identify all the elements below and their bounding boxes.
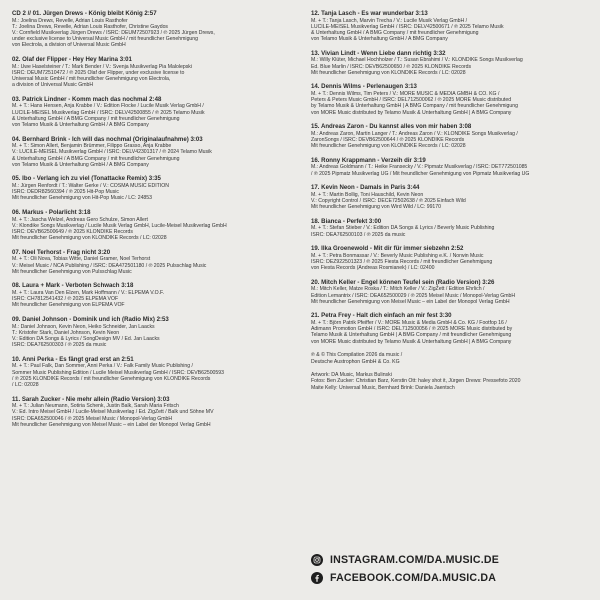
track-credit-line: & Unterhaltung GmbH / A BMG Company / mit freundlicher Genehmigung (12, 115, 180, 122)
track-credit-line: T.: Joelina Drews, Revelle, Adrian Louis Rasthofer, Christine Gaydos (12, 23, 169, 30)
track-entry (12, 56, 295, 88)
artwork-photo-credits (311, 372, 591, 391)
track-credit-line: Sommer Music Publishing Edition / Lucile Meisel Musikverlag GmbH / ISRC: DEVB62500593 (12, 369, 224, 376)
track-credit-line: M.: Jürgen Renfordt / T.: Walter Gerke / V.: COSMA MUSIC EDITION (12, 182, 169, 189)
track-credit-line: & Unterhaltung GmbH / A BMG Company / mit freundlicher Genehmigung (12, 155, 180, 162)
track-title: 03. Patrick Lindner - Komm mach das nochmal 2:48 (12, 95, 162, 103)
track-entry (311, 279, 591, 305)
track-credit-line: ISRC: DEDR82560394 / ℗ 2025 Hit-Pop Music (12, 189, 119, 196)
track-title: 13. Vivian Lindt - Wenn Liebe dann richtig 3:32 (311, 49, 446, 57)
credit-line: Fotos: Ben Zucker: Christian Barz, Kerstin Ott: haley shot it, Jürgen Drews: Pressefoto 2020 (311, 378, 521, 385)
tracklist-right-column (311, 10, 591, 398)
track-credit-line: Mit freundlicher Genehmigung von KLONDIKE Records / LC: 02028 (311, 143, 466, 150)
track-credit-line: ZaronSongs / ISRC: DEVB62500644 / ℗ 2025 KLONDIKE Records (311, 136, 465, 143)
track-credit-line: M. + T.: Laura Van Den Elzen, Mark Hoffmann / V.: ELPEMA V.O.F. (12, 289, 165, 296)
track-credit-line: von MORE Music distributed by Telamo Musik & Unterhaltung GmbH | A BMG Company (311, 109, 512, 116)
track-credit-line: ISRC: DEUM72510472 / ℗ 2025 Olaf der Flipper, under exclusive license to (12, 69, 185, 76)
track-entry (12, 249, 295, 275)
track-credit-line: Mit freundlicher Genehmigung von ELPEMA VOF (12, 302, 125, 309)
instagram-url: INSTAGRAM.COM/DA.MUSIC.DE (330, 554, 500, 566)
track-title: 21. Petra Frey - Halt dich einfach an mir fest 3:30 (311, 312, 452, 320)
track-credit-line: M. + T.: Jascha Welzel, Andreas Gero Schulze, Simon Allert (12, 216, 148, 223)
track-title: 04. Bernhard Brink - Ich will das nochmal (Originalaufnahme) 3:03 (12, 135, 203, 143)
track-entry (12, 96, 295, 128)
track-credit-line: / ℗ 2025 KLONDIKE Records / mit freundlicher Genehmigung von KLONDIKE Records (12, 375, 211, 382)
instagram-link[interactable] (311, 551, 591, 569)
track-credit-line: von Fiesta Records (Andreas Rosmianek) / LC: 02400 (311, 265, 435, 272)
track-credit-line: von MORE Music distributed by Telamo Musik & Unterhaltung GmbH | A BMG Company (311, 338, 512, 345)
track-title: 15. Andreas Zaron - Du kannst alles von mir haben 3:08 (311, 123, 472, 131)
track-entry (311, 10, 591, 42)
track-credit-line: M. + T.: Oli Nova, Tobias Witte, Daniel Gramer, Noel Terhorst (12, 256, 151, 263)
track-title: 10. Anni Perka - Es fängt grad erst an 2:51 (12, 355, 134, 363)
track-entry (311, 245, 591, 271)
track-title: 08. Laura + Mark - Verboten Schwach 3:18 (12, 282, 134, 290)
track-credit-line: by Telamo Musik & Unterhaltung GmbH | A BMG Company / mit freundlicher Genehmigung (311, 103, 518, 110)
track-title: 09. Daniel Johnson - Dominik und ich (Radio Mix) 2:53 (12, 316, 169, 324)
track-credit-line: M. + T.: Paul Falk, Dan Sommer, Anni Perka / V.: Falk Family Music Publishing / (12, 363, 193, 370)
track-credit-line: LUCILE-MEISEL Musikverlag GmbH / ISRC: DELV42500855 / ℗ 2025 Telamo Musik (12, 109, 205, 116)
track-credit-line: Mit freundlicher Genehmigung von Meisel Music – ein Label der Monopol Verlag GmbH (12, 421, 211, 428)
track-credit-line: Edition Lemantrix / ISRC: DEA652500029 / ℗ 2025 Meisel Music / Monopol-Verlag GmbH (311, 292, 516, 299)
track-credit-line: M. + T.: Stefan Stieber / V.: Edition DA Songs & Lyrics / Beverly Music Publishing (311, 225, 495, 232)
track-credit-line: V.: Klondike Songs Musikverlag / Lucile Musik Verlag GmbH, Lucile-Meisel Musikverlag GmbH (12, 222, 227, 229)
track-credit-line: T.: Kristofer Stark, Daniel Johnson, Kevin Neon (12, 329, 120, 336)
track-title: 07. Noel Terhorst - Frag nicht 3:20 (12, 248, 111, 256)
track-credit-line: M.: Andreas Zaron, Martin Langer / T.: Andreas Zaron / V.: KLONDIKE Songs Musikverlag / (311, 130, 518, 137)
track-credit-line: / ℗ 2025 Pipmatz Musikverlag UG / Mit freundlicher Genehmigung von Pipmatz Musikverlag UG (311, 170, 530, 177)
compilation-copyright (311, 352, 591, 364)
track-credit-line: M.: Willy Klüter, Michael Hochholzer / T.: Susan Ebrahimi / V.: KLONDIKE Songs Musikverlag (311, 57, 523, 64)
copyright-line: ℗ & © This Compilation 2026 da music / (311, 352, 403, 359)
track-credit-line: von Electrola, a division of Universal Music GmbH (12, 42, 126, 49)
credit-line: Artwork: DA Music, Markus Bulinski (311, 372, 392, 379)
track-credit-line: ISRC: DEVB62500649 / ℗ 2025 KLONDIKE Records (12, 228, 133, 235)
track-entry (12, 209, 295, 241)
track-entry (12, 175, 295, 201)
track-credit-line: M.: Uwe Haselsteiner / T.: Mark Bender / V.: Svenja Musikverlag Pia Malolepski (12, 63, 192, 70)
track-credit-line: M. + T.: Simon Allert, Benjamin Brümmer, Filippo Grasso, Anja Krabbe (12, 143, 172, 150)
track-credit-line: von Telamo Musik & Unterhaltung GmbH / A BMG Company (12, 121, 149, 128)
track-credit-line: ISRC: DEA762500103 / ℗ 2025 da music (311, 231, 406, 238)
track-entry (311, 184, 591, 210)
track-credit-line: ISRC: DEZ922501323 / ℗ 2025 Fiesta Records / mit freundlicher Genehmigung (311, 258, 493, 265)
track-credit-line: Ed. Blue Marlin / ISRC: DEVB62500650 / ℗ 2025 KLONDIKE Records (311, 63, 472, 70)
track-credit-line: M.: Andreas Goldmann / T.: Heike Fransecky / V.: Pipmatz Musikverlag / ISRC: DET772501085 (311, 164, 528, 171)
track-title: 06. Markus - Polarlicht 3:18 (12, 209, 91, 217)
facebook-icon (311, 572, 323, 584)
track-credit-line: V.: Copyright Control / ISRC: DECE72502638 / ℗ 2025 Einfach Wild (311, 197, 466, 204)
track-credit-line: V.: Edition DA Songs & Lyrics / SongDesign MV / Ed. Jan Laacks (12, 336, 160, 342)
track-credit-line: / LC: 02028 (12, 382, 39, 389)
facebook-link[interactable] (311, 569, 591, 587)
track-credit-line: M. + T.: Julian Neumann, Sotiria Schenk, Justin Balk, Sarah Maria Fritsch (12, 403, 179, 410)
track-credit-line: ISRC: CH7812541432 / ℗ 2025 ELPEMA VOF (12, 296, 119, 303)
track-credit-line: Mit freundlicher Genehmigung von KLONDIKE Records / LC: 02028 (311, 69, 466, 76)
track-title: 11. Sarah Zucker - Nie mehr allein (Radio Version) 3:03 (12, 395, 170, 403)
track-credit-line: M.: Joelina Drews, Revelle, Adrian Louis Rasthofer (12, 17, 128, 24)
track-entry (12, 316, 295, 348)
track-credit-line: Universal Music GmbH / mit freundlicher Genehmigung von Electrola, (12, 75, 171, 82)
track-entry (12, 282, 295, 308)
track-title: CD 2 // 01. Jürgen Drews - König bleibt König 2:57 (12, 10, 157, 17)
track-title: 19. Ilka Groenewold - Mit dir für immer siebzehn 2:52 (311, 245, 464, 253)
track-title: 05. Ibo - Verlang ich zu viel (Tonattacke Remix) 3:35 (12, 175, 161, 183)
track-credit-line: LUCILE-MEISEL Musikverlag GmbH / ISRC: DELV42500671 / ℗ 2025 Telamo Musik (311, 23, 504, 30)
track-entry (12, 10, 295, 49)
track-credit-line: M. + T.: Tanja Lasch, Marvin Trecha / V.: Lucile Musik Verlag GmbH / (311, 17, 468, 24)
track-entry (12, 136, 295, 168)
track-credit-line: V.: LUCILE-MEISEL Musikverlag GmbH / ISRC: DELV42301317 / ℗ 2024 Telamo Musik (12, 149, 212, 156)
credit-line: Maite Kelly: Universal Music, Bernhard Brink: Daniela Jaentsch (311, 384, 455, 391)
track-entry (12, 396, 295, 428)
track-credit-line: & Unterhaltung GmbH / A BMG Company / mit freundlicher Genehmigung (311, 29, 479, 36)
track-credit-line: Mit freundlicher Genehmigung von Meisel Music – ein Label der Monopol Verlag GmbH (311, 298, 510, 305)
track-entry (311, 50, 591, 76)
track-credit-line: Mit freundlicher Genehmigung von Pulsschlag Music (12, 268, 132, 275)
track-credit-line: M. + T.: Hans Hensen, Anja Krabbe / V.: Edition Flocke / Lucile Musik Verlag GmbH / (12, 103, 204, 110)
track-credit-line: Telamo Musik & Unterhaltung GmbH | A BMG Company / mit freundlicher Genehmigung (311, 332, 512, 339)
facebook-url: FACEBOOK.COM/DA.MUSIC.DA (330, 572, 497, 584)
social-links (311, 551, 591, 587)
track-entry (311, 123, 591, 149)
track-title: 02. Olaf der Flipper - Hey Hey Marina 3:01 (12, 56, 132, 64)
track-credit-line: V.: Cornfield Musikverlag Jürgen Drews / ISRC: DEUM72507923 / ℗ 2025 Jürgen Drews, (12, 29, 215, 36)
track-credit-line: ISRC: DEA762500303 / ℗ 2025 da music (12, 342, 107, 349)
track-title: 16. Ronny Krappmann - Verzeih dir 3:19 (311, 156, 426, 164)
track-credit-line: V.: Meisel Music / NCA Publishing / ISRC: DEA472501180 / ℗ 2025 Pulsschlag Music (12, 262, 207, 269)
track-credit-line: Adimann Promotion GmbH / ISRC: DEL712500056 / ℗ 2025 MORE Music distributed by (311, 326, 513, 333)
track-title: 20. Mitch Keller - Engel können Teufel sein (Radio Version) 3:26 (311, 278, 495, 286)
track-credit-line: M. + T.: Petra Bonmassar / V.: Beverly Music Publishing e.K. / Norwin Music (311, 252, 484, 259)
track-credit-line: a division of Universal Music GmbH (12, 82, 94, 89)
track-credit-line: Mit freundlicher Genehmigung von KLONDIKE Records / LC: 02028 (12, 235, 167, 242)
copyright-line: Deutsche Austrophon GmbH & Co. KG (311, 358, 400, 365)
instagram-icon (311, 554, 323, 566)
track-credit-line: Mit freundlicher Genehmigung von Hit-Pop Music / LC: 24853 (12, 195, 153, 202)
track-credit-line: M.: Daniel Johnson, Kevin Neon, Heiko Schneider, Jan Laacks (12, 323, 155, 330)
track-credit-line: under exclusive license to Universal Music GmbH / mit freundlicher Genehmigung (12, 36, 198, 43)
track-title: 18. Bianca - Perfekt 3:00 (311, 217, 382, 225)
track-credit-line: Peters & Peters Music GmbH / ISRC: DEL712500062 / ℗ 2025 MORE Music distributed (311, 97, 512, 104)
track-entry (311, 157, 591, 177)
tracklist-left-column (12, 10, 295, 436)
track-credit-line: ISRC: DEA652500046 / ℗ 2025 Meisel Music / Monopol-Verlag GmbH (12, 415, 173, 422)
track-credit-line: V.: Ed. Intro Meisel GmbH / Lucile-Meisel Musikverlag / Ed. ZigZett / Balk und Söhne MV (12, 409, 214, 416)
track-credit-line: M. + T.: Martin Bollig, Toni Hauschild, Kevin Neon (311, 191, 424, 198)
track-credit-line: von Telamo Musik & Unterhaltung GmbH / A BMG Company (12, 161, 149, 168)
track-credit-line: M.: Mitch Keller, Matze Roska / T.: Mitch Keller / V.: ZigZett / Edition Ehrlich / (311, 286, 485, 293)
track-entry (311, 312, 591, 344)
track-entry (311, 83, 591, 115)
track-entry (311, 218, 591, 238)
track-credit-line: von Telamo Musik & Unterhaltung GmbH / A BMG Company (311, 36, 448, 43)
track-title: 12. Tanja Lasch - Es war wunderbar 3:13 (311, 10, 428, 17)
track-title: 14. Dennis Wilms - Perlenaugen 3:13 (311, 83, 417, 91)
track-credit-line: Mit freundlicher Genehmigung von Wird Wild / LC: 99170 (311, 204, 442, 211)
track-credit-line: M. + T.: Dennis Wilms, Tim Peters / V.: MORE MUSIC & MEDIA GMBH & CO. KG / (311, 90, 500, 97)
track-title: 17. Kevin Neon - Damals in Paris 3:44 (311, 184, 420, 192)
track-entry (12, 356, 295, 388)
track-credit-line: M. + T.: Björn Patrik Pfeiffer / V.: MORE Music & Media GmbH & Co. KG / Footfop 16 / (311, 319, 507, 326)
